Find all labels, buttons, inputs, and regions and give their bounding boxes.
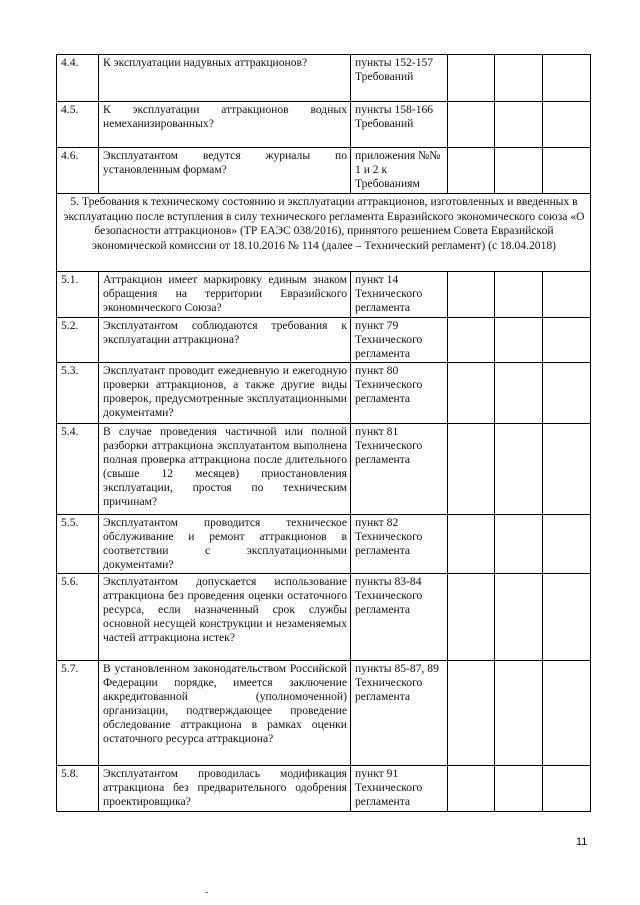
answer-cell <box>448 424 495 515</box>
table-row <box>57 318 591 363</box>
table-row <box>57 424 591 515</box>
row-number: 4.5. <box>57 102 99 148</box>
answer-cell <box>495 515 543 574</box>
section-5-title: 5. Требования к техническому состоянию и эксплуатации аттракционов, изготовленных и введенных в эксплуатацию после вступления в силу технического регламента Евразийского экономического союза «О безопасности аттракционов» (ТР ЕАЭС 038/2016), принятого решением Совета Евразийской экономической комиссии от 18.10.2016 № 114 (далее – Технический регламент) (с 18.04.2018) <box>57 194 591 272</box>
answer-cell <box>495 102 543 148</box>
table-row <box>57 148 591 194</box>
row-reference: пункт 14 Технического регламента <box>351 272 448 318</box>
answer-cell <box>543 424 591 515</box>
answer-cell <box>495 318 543 363</box>
row-number: 5.6. <box>57 574 99 661</box>
answer-cell <box>448 102 495 148</box>
row-number: 5.5. <box>57 515 99 574</box>
row-question: Аттракцион имеет маркировку единым знаком обращения на территории Евразийского экономического Союза? <box>99 272 351 318</box>
answer-cell <box>495 363 543 424</box>
answer-cell <box>543 272 591 318</box>
row-reference: пункт 79 Технического регламента <box>351 318 448 363</box>
checklist-sheet <box>56 54 590 812</box>
row-reference: пункт 91 Технического регламента <box>351 766 448 812</box>
row-question: Эксплуатантом соблюдаются требования к эксплуатации аттракциона? <box>99 318 351 363</box>
answer-cell <box>543 515 591 574</box>
row-number: 5.2. <box>57 318 99 363</box>
table-row <box>57 102 591 148</box>
answer-cell <box>495 661 543 766</box>
table-row <box>57 766 591 812</box>
row-reference: пункты 83-84 Технического регламента <box>351 574 448 661</box>
checklist-table <box>56 54 591 812</box>
row-number: 4.4. <box>57 55 99 102</box>
answer-cell <box>495 148 543 194</box>
answer-cell <box>448 515 495 574</box>
row-question: Эксплуатантом ведутся журналы по установленным формам? <box>99 148 351 194</box>
row-number: 5.8. <box>57 766 99 812</box>
row-reference: пункты 158-166 Требований <box>351 102 448 148</box>
row-question: Эксплуатант проводит ежедневную и ежегодную проверки аттракционов, а также другие виды проверок, предусмотренные эксплуатационными документами? <box>99 363 351 424</box>
answer-cell <box>543 766 591 812</box>
answer-cell <box>543 318 591 363</box>
answer-cell <box>495 766 543 812</box>
answer-cell <box>448 318 495 363</box>
section-heading-row <box>57 194 591 272</box>
row-question: В случае проведения частичной или полной разборки аттракциона эксплуатантом выполнена полная проверка аттракциона после длительного (свыше 12 месяцев) приостановления эксплуатации, простоя по техническим причинам? <box>99 424 351 515</box>
answer-cell <box>543 102 591 148</box>
row-reference: пункт 80 Технического регламента <box>351 363 448 424</box>
answer-cell <box>543 363 591 424</box>
row-number: 5.3. <box>57 363 99 424</box>
answer-cell <box>448 766 495 812</box>
row-question: К эксплуатации надувных аттракционов? <box>99 55 351 102</box>
row-number: 5.7. <box>57 661 99 766</box>
answer-cell <box>495 55 543 102</box>
scan-artifact <box>205 892 208 893</box>
table-row <box>57 515 591 574</box>
answer-cell <box>495 272 543 318</box>
row-question: Эксплуатантом проводится техническое обслуживание и ремонт аттракционов в соответствии с эксплуатационными документами? <box>99 515 351 574</box>
answer-cell <box>543 55 591 102</box>
answer-cell <box>495 574 543 661</box>
row-reference: пункт 81 Технического регламента <box>351 424 448 515</box>
answer-cell <box>543 661 591 766</box>
row-question: В установленном законодательством Российской Федерации порядке, имеется заключение аккредитованной (уполномоченной) организации, подтверждающее проведение обследование аттракциона в рамках оценки остаточного ресурса аттракциона? <box>99 661 351 766</box>
row-reference: пункты 152-157 Требований <box>351 55 448 102</box>
row-reference: пункты 85-87, 89 Технического регламента <box>351 661 448 766</box>
table-row <box>57 55 591 102</box>
answer-cell <box>448 661 495 766</box>
table-row <box>57 574 591 661</box>
row-question: Эксплуатантом допускается использование аттракциона без проведения оценки остаточного ресурса, если назначенный срок службы основной несущей конструкции и незаменяемых частей аттракциона истек? <box>99 574 351 661</box>
answer-cell <box>543 148 591 194</box>
answer-cell <box>448 272 495 318</box>
page-number: 11 <box>576 836 588 848</box>
table-row <box>57 661 591 766</box>
answer-cell <box>495 424 543 515</box>
table-row <box>57 272 591 318</box>
answer-cell <box>448 363 495 424</box>
checklist-body <box>57 55 591 812</box>
row-reference: приложения №№ 1 и 2 к Требованиям <box>351 148 448 194</box>
row-number: 5.1. <box>57 272 99 318</box>
table-row <box>57 363 591 424</box>
row-question: Эксплуатантом проводилась модификация аттракциона без предварительного одобрения проектировщика? <box>99 766 351 812</box>
answer-cell <box>448 148 495 194</box>
answer-cell <box>543 574 591 661</box>
row-question: К эксплуатации аттракционов водных немеханизированных? <box>99 102 351 148</box>
row-number: 5.4. <box>57 424 99 515</box>
answer-cell <box>448 55 495 102</box>
row-reference: пункт 82 Технического регламента <box>351 515 448 574</box>
row-number: 4.6. <box>57 148 99 194</box>
answer-cell <box>448 574 495 661</box>
